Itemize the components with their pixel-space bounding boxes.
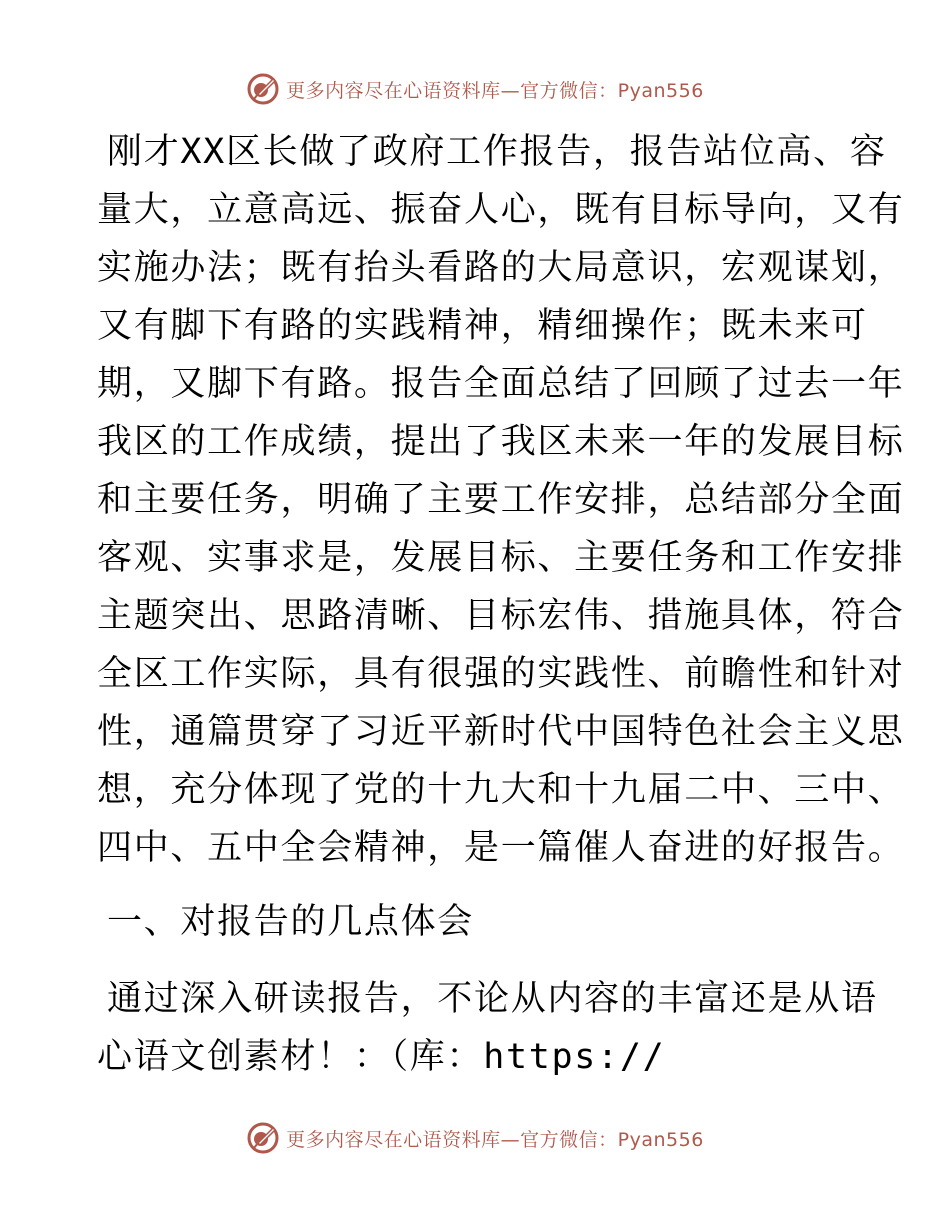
quill-seal-icon — [246, 1121, 280, 1155]
paragraph-1 — [97, 123, 905, 877]
text-line: 刚才XX区长做了政府工作报告，报告站位高、容 — [107, 132, 887, 172]
text-line: 性，通篇贯穿了习近平新时代中国特色社会主义思 — [97, 712, 905, 752]
text-line: 和主要任务，明确了主要工作安排，总结部分全面 — [97, 480, 905, 520]
section-heading: 一、对报告的几点体会 — [107, 902, 475, 942]
paragraph-2 — [97, 970, 897, 1086]
text-line: 量大，立意高远、振奋人心，既有目标导向，又有 — [97, 190, 905, 230]
text-line: 期，又脚下有路。报告全面总结了回顾了过去一年 — [97, 364, 905, 404]
text-line: 心语文创素材！：（库：https:// — [97, 1037, 666, 1077]
text-line: 实施办法；既有抬头看路的大局意识，宏观谋划， — [97, 248, 905, 288]
text-line: 四中、五中全会精神，是一篇催人奋进的好报告。 — [97, 828, 905, 868]
header-watermark — [0, 72, 950, 106]
footer-watermark — [0, 1121, 950, 1155]
text-line: 通过深入研读报告，不论从内容的丰富还是从语 — [107, 979, 878, 1019]
text-line: 又有脚下有路的实践精神，精细操作；既未来可 — [97, 306, 868, 346]
text-line: 主题突出、思路清晰、目标宏伟、措施具体，符合 — [97, 596, 905, 636]
watermark-text: 更多内容尽在心语资料库—官方微信：Pyan556 — [286, 79, 704, 102]
text-line: 我区的工作成绩，提出了我区未来一年的发展目标 — [97, 422, 905, 462]
text-line: 想，充分体现了党的十九大和十九届二中、三中、 — [97, 770, 905, 810]
text-line: 全区工作实际，具有很强的实践性、前瞻性和针对 — [97, 654, 905, 694]
quill-seal-icon — [246, 72, 280, 106]
text-line: 客观、实事求是，发展目标、主要任务和工作安排 — [97, 538, 905, 578]
watermark-text: 更多内容尽在心语资料库—官方微信：Pyan556 — [286, 1128, 704, 1151]
